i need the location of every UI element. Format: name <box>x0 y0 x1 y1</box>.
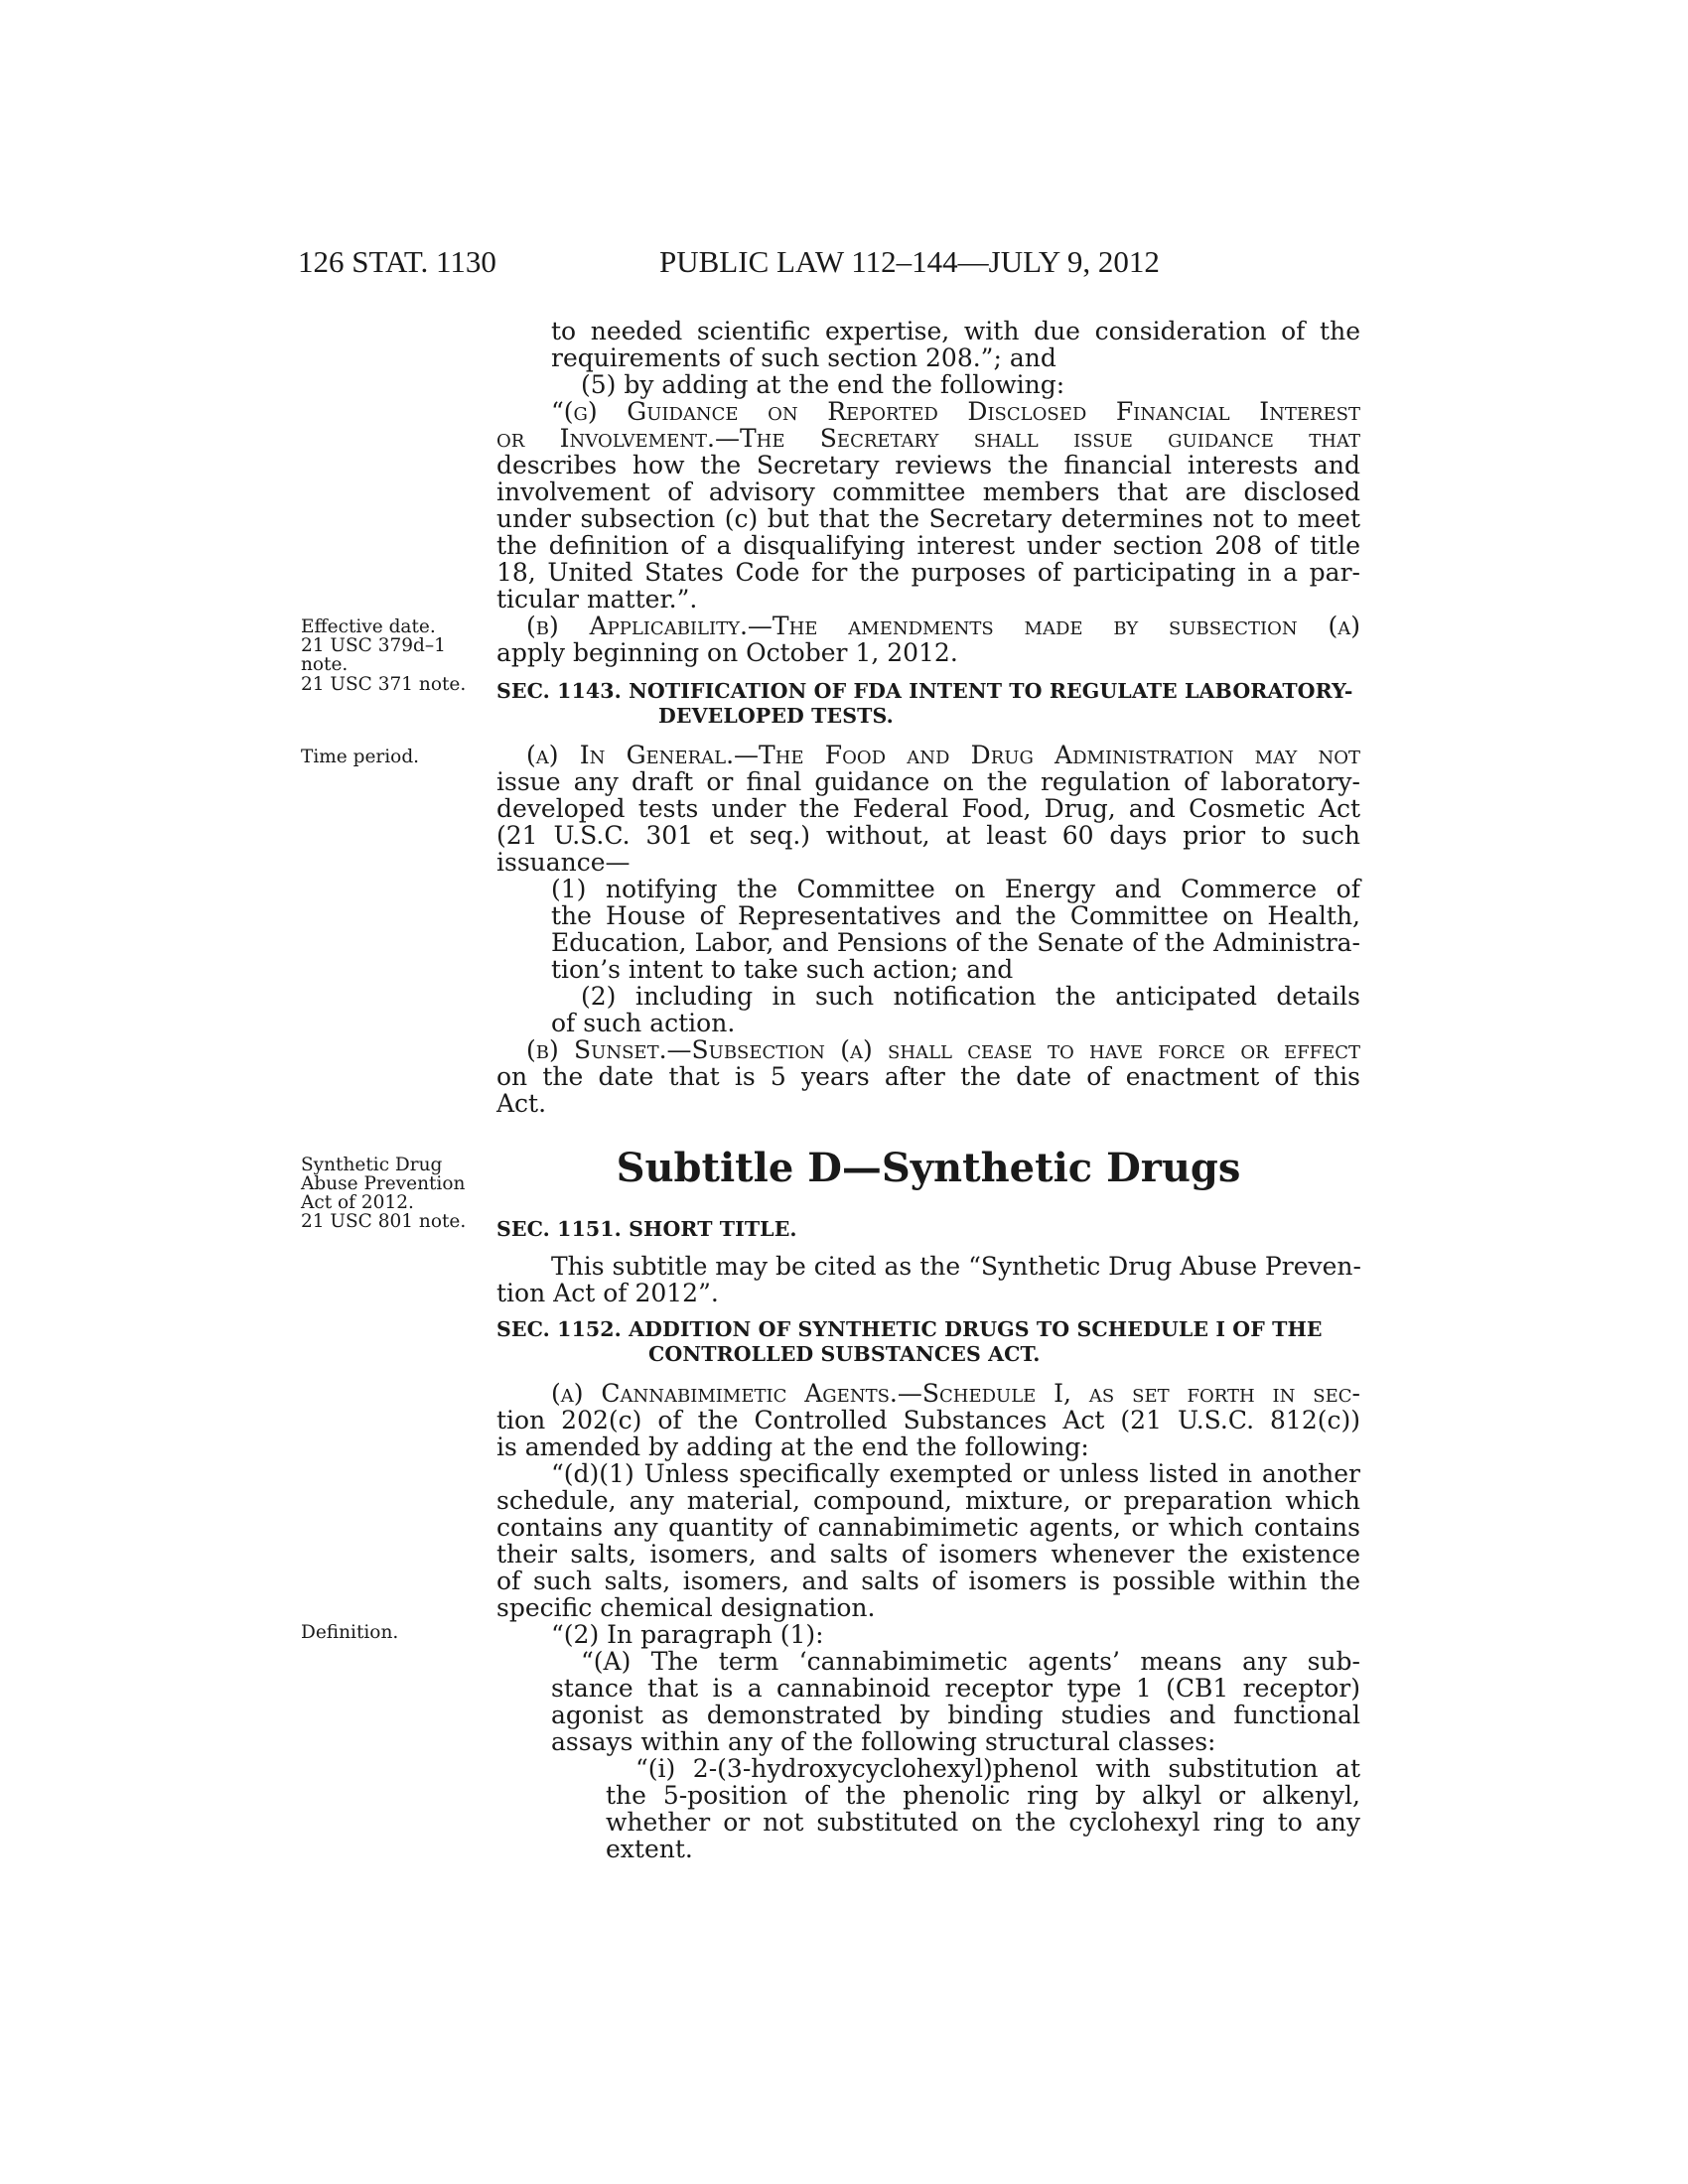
text-line: under subsection (c) but that the Secretary determines not to meet <box>496 504 1360 533</box>
text-line: (b) Applicability.—The amendments made by subsection (a) <box>526 612 1360 640</box>
text-line: (a) In General.—The Food and Drug Administration may not <box>526 741 1360 769</box>
text-line: developed tests under the Federal Food, Drug, and Cosmetic Act <box>496 794 1360 823</box>
text-line: stance that is a cannabinoid receptor type 1 (CB1 receptor) <box>551 1674 1360 1703</box>
section-heading: SEC. 1152. ADDITION OF SYNTHETIC DRUGS TO SCHEDULE I OF THE <box>496 1317 1323 1341</box>
text-line: Act. <box>496 1089 547 1118</box>
section-heading: SEC. 1143. NOTIFICATION OF FDA INTENT TO REGULATE LABORATORY- <box>496 679 1353 703</box>
text-line: Education, Labor, and Pensions of the Senate of the Administra- <box>551 928 1360 957</box>
text-line: (5) by adding at the end the following: <box>581 370 1065 399</box>
margin-note-synthetic-drug-act: Synthetic Drug Abuse Prevention Act of 2012. 21 USC 801 note. <box>301 1155 467 1232</box>
text-line: their salts, isomers, and salts of isomers whenever the existence <box>496 1540 1360 1569</box>
text-line: involvement of advisory committee members that are disclosed <box>496 478 1360 506</box>
text-line: on the date that is 5 years after the date of enactment of this <box>496 1062 1360 1091</box>
text-line: “(g) Guidance on Reported Disclosed Financial Interest <box>551 397 1360 426</box>
text-line: ticular matter.”. <box>496 585 698 614</box>
text-line: the definition of a disqualifying interest under section 208 of title <box>496 531 1360 560</box>
margin-note-effective-date: Effective date. 21 USC 379d–1 note. 21 USC 371 note. <box>301 616 467 695</box>
text-line: “(A) The term ‘cannabimimetic agents’ means any sub- <box>581 1647 1360 1676</box>
text-line: apply beginning on October 1, 2012. <box>496 638 958 667</box>
text-line: (2) including in such notification the anticipated details <box>581 982 1360 1011</box>
text-line: requirements of such section 208.”; and <box>551 343 1056 372</box>
text-line: tion 202(c) of the Controlled Substances Act (21 U.S.C. 812(c)) <box>496 1406 1360 1434</box>
text-line: issue any draft or final guidance on the regulation of laboratory- <box>496 767 1360 796</box>
text-line: (1) notifying the Committee on Energy and Commerce of <box>551 875 1360 903</box>
text-line: tion Act of 2012”. <box>496 1279 719 1307</box>
text-line: issuance— <box>496 848 631 877</box>
text-line: This subtitle may be cited as the “Synthetic Drug Abuse Preven- <box>551 1252 1361 1281</box>
section-heading: CONTROLLED SUBSTANCES ACT. <box>648 1342 1041 1366</box>
text-line: (b) Sunset.—Subsection (a) shall cease to have force or effect <box>526 1035 1360 1064</box>
text-line: whether or not substituted on the cyclohexyl ring to any <box>606 1808 1360 1837</box>
text-line: “(2) In paragraph (1): <box>551 1620 824 1649</box>
text-line: the 5-position of the phenolic ring by alkyl or alkenyl, <box>606 1781 1360 1810</box>
text-line: tion’s intent to take such action; and <box>551 955 1014 984</box>
text-line: specific chemical designation. <box>496 1593 876 1622</box>
text-line: “(i) 2-(3-hydroxycyclohexyl)phenol with substitution at <box>635 1754 1360 1783</box>
text-line: is amended by adding at the end the following: <box>496 1433 1089 1461</box>
subtitle-heading: Subtitle D—Synthetic Drugs <box>616 1145 1241 1191</box>
text-line: assays within any of the following structural classes: <box>551 1727 1216 1756</box>
text-line: of such action. <box>551 1009 736 1037</box>
text-line: (21 U.S.C. 301 et seq.) without, at least 60 days prior to such <box>496 821 1360 850</box>
text-line: describes how the Secretary reviews the financial interests and <box>496 451 1360 479</box>
text-line: (a) Cannabimimetic Agents.—Schedule I, as set forth in sec- <box>551 1379 1360 1408</box>
text-line: 18, United States Code for the purposes of participating in a par- <box>496 558 1360 587</box>
text-line: agonist as demonstrated by binding studies and functional <box>551 1701 1360 1729</box>
section-heading: SEC. 1151. SHORT TITLE. <box>496 1217 797 1241</box>
running-header-title: PUBLIC LAW 112–144—JULY 9, 2012 <box>659 244 1160 279</box>
text-line: to needed scientific expertise, with due consideration of the <box>551 317 1360 345</box>
text-line: or Involvement.—The Secretary shall issue guidance that <box>496 424 1360 453</box>
text-line: schedule, any material, compound, mixture, or preparation which <box>496 1486 1360 1515</box>
text-line: the House of Representatives and the Committee on Health, <box>551 901 1360 930</box>
text-line: “(d)(1) Unless specifically exempted or unless listed in another <box>551 1459 1360 1488</box>
margin-note-time-period: Time period. <box>301 747 420 767</box>
text-line: extent. <box>606 1835 693 1863</box>
text-line: contains any quantity of cannabimimetic agents, or which contains <box>496 1513 1360 1542</box>
page-stat-number: 126 STAT. 1130 <box>298 244 496 279</box>
margin-note-definition: Definition. <box>301 1622 399 1643</box>
text-line: of such salts, isomers, and salts of isomers is possible within the <box>496 1567 1360 1595</box>
section-heading: DEVELOPED TESTS. <box>658 704 894 728</box>
